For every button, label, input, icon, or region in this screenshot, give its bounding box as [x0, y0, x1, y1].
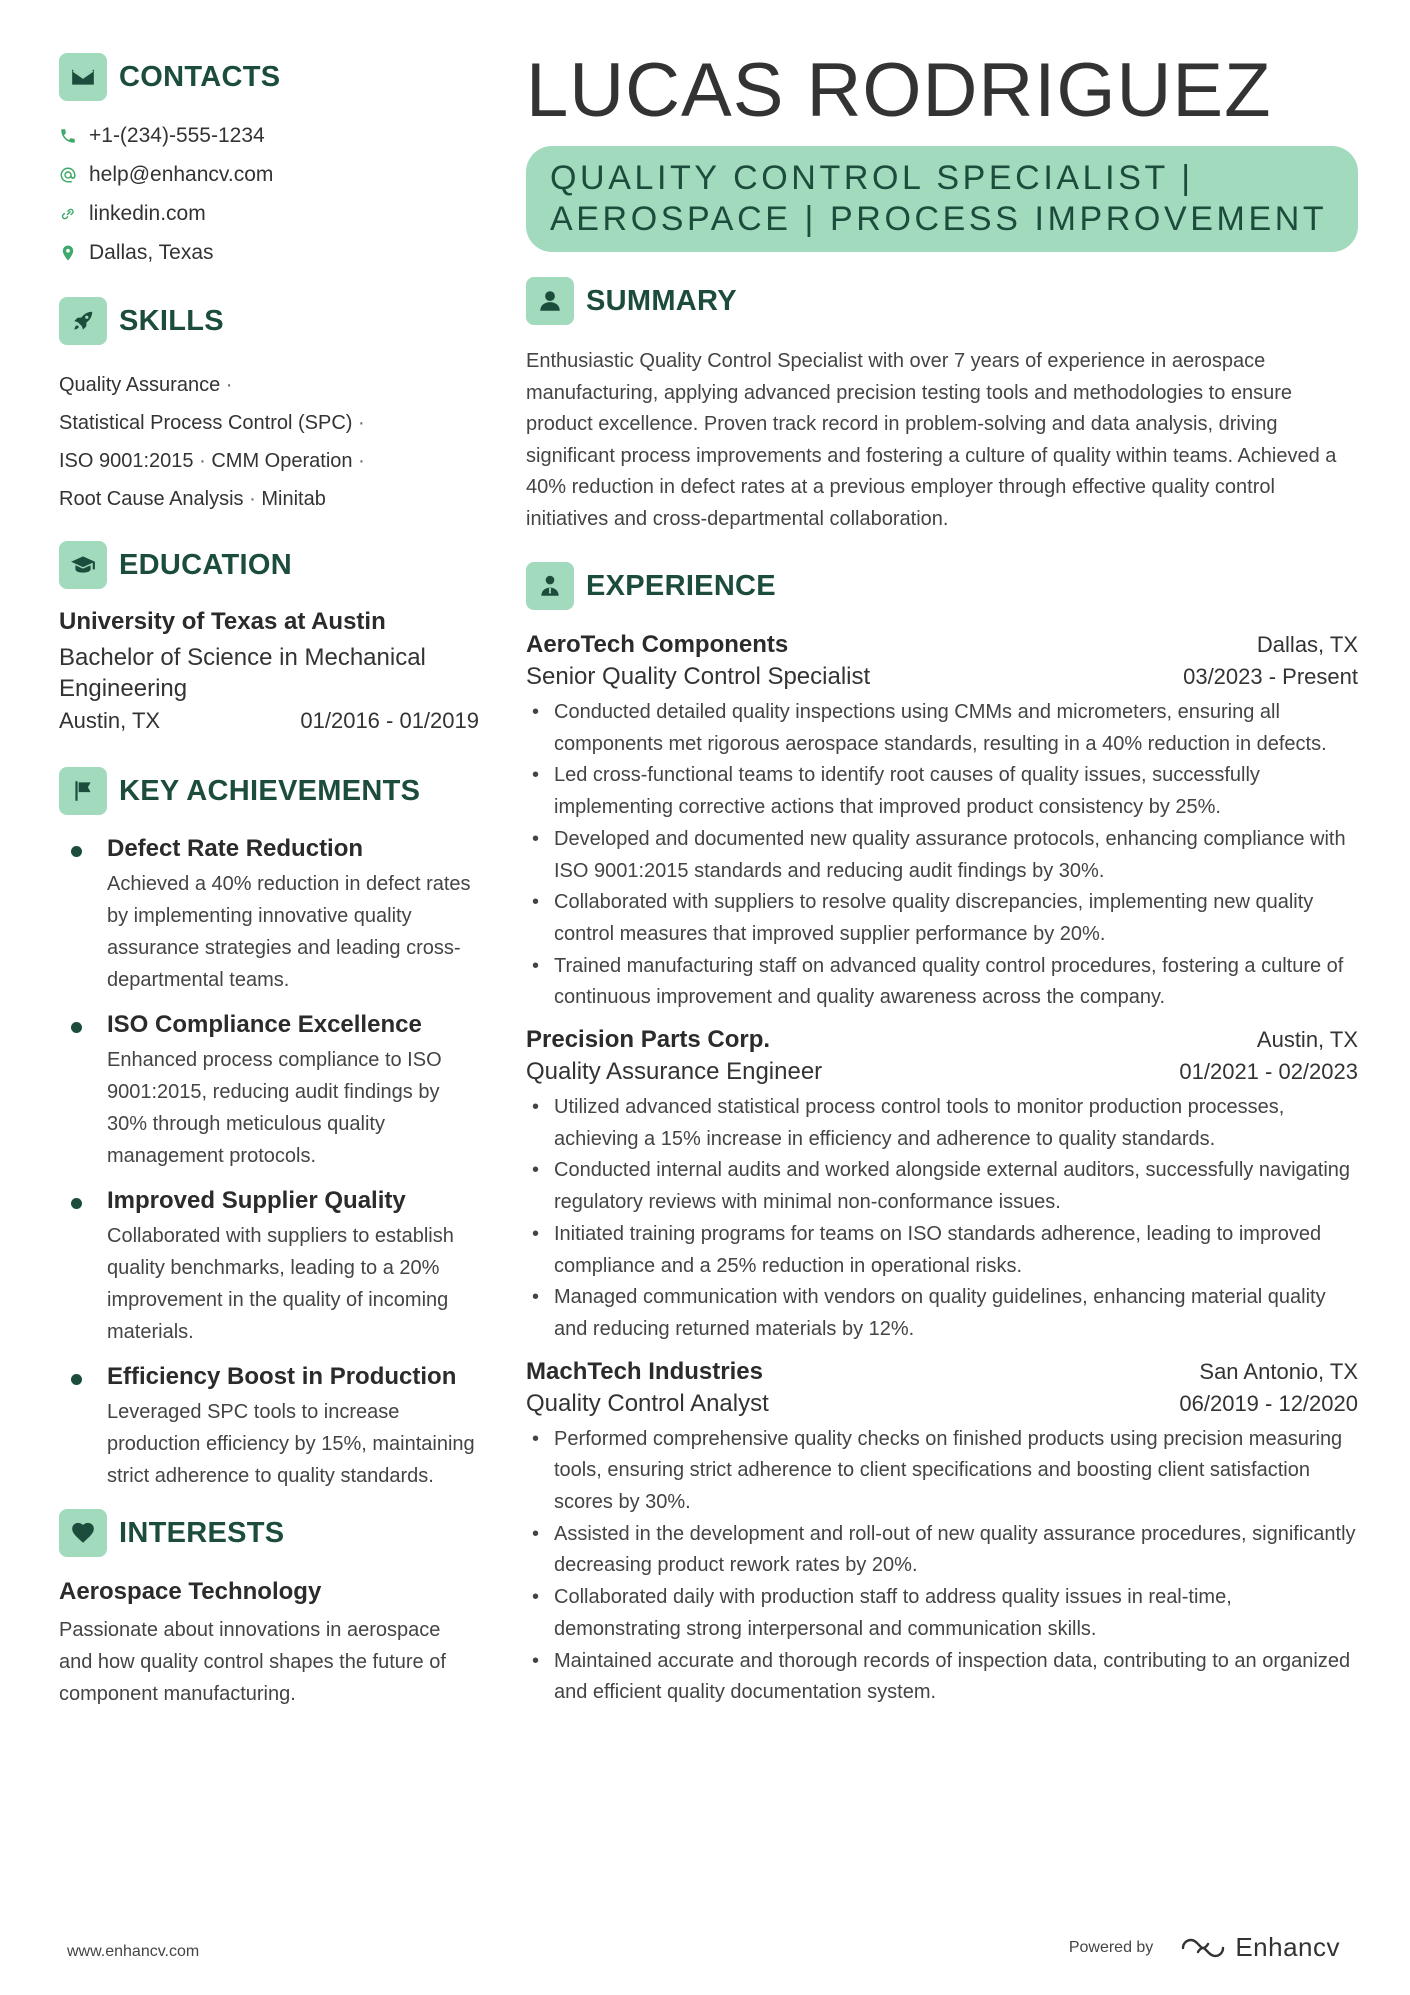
education-title: EDUCATION: [119, 548, 292, 581]
job-bullet: • Utilized advanced statistical process control tools to monitor production processes, achieving a 15% increase in efficiency and adherence to quality standards.: [526, 1092, 1358, 1155]
job-dates: 06/2019 - 12/2020: [1179, 1390, 1358, 1416]
job-bullet: • Performed comprehensive quality checks on finished products using precision measuring tools, ensuring strict adherence to client specifications and boosting client satisfaction scores by 30%.: [526, 1424, 1358, 1519]
skills-title: SKILLS: [119, 304, 224, 337]
job-bullet: • Initiated training programs for teams on ISO standards adherence, leading to improved compliance and a 25% reduction in operational risks.: [526, 1219, 1358, 1282]
job-entry: [526, 631, 1358, 1014]
job-bullet: • Maintained accurate and thorough records of inspection data, contributing to an organized and efficient quality documentation system.: [526, 1646, 1358, 1709]
contact-linkedin[interactable]: [59, 194, 479, 233]
bullet-dot: [71, 1374, 82, 1385]
contact-email[interactable]: [59, 155, 479, 194]
tagline-text: QUALITY CONTROL SPECIALIST | AEROSPACE | PROCESS IMPROVEMENT: [550, 159, 1328, 238]
interests-section-header: [59, 1508, 479, 1558]
job-bullet: • Led cross-functional teams to identify root causes of quality issues, successfully implementing corrective actions that improved product consistency by 25%.: [526, 760, 1358, 823]
achievements-list: [59, 834, 479, 1492]
phone-icon: [59, 127, 81, 145]
achievement-desc: Achieved a 40% reduction in defect rates by implementing innovative quality assurance strategies and leading cross-departmental teams.: [107, 873, 471, 991]
powered-by-text: Powered by: [1068, 1938, 1154, 1956]
skills-section-header: [59, 296, 479, 346]
education-location: Austin, TX: [59, 708, 161, 733]
job-bullet: • Managed communication with vendors on quality guidelines, enhancing material quality and reducing returned materials by 12%.: [526, 1282, 1358, 1345]
heart-icon: [59, 1509, 107, 1557]
linkedin-text: linkedin.com: [89, 201, 206, 225]
job-company: MachTech Industries: [526, 1357, 763, 1385]
summary-title: SUMMARY: [586, 284, 737, 317]
education-section-header: [59, 540, 479, 590]
achievement-desc: Enhanced process compliance to ISO 9001:2015, reducing audit findings by 30% through meticulous quality management protocols.: [107, 1049, 442, 1167]
job-role: Quality Assurance Engineer: [526, 1058, 823, 1086]
flag-icon: [59, 767, 107, 815]
location-pin-icon: [59, 244, 81, 262]
enhancv-logo: [1179, 1932, 1340, 1963]
footer-website[interactable]: www.enhancv.com: [67, 1943, 200, 1960]
link-icon: [59, 205, 81, 223]
achievement-item: [59, 834, 479, 996]
enhancv-logo-icon: [1179, 1935, 1227, 1961]
achievement-desc: Collaborated with suppliers to establish quality benchmarks, leading to a 20% improvement in the quality of incoming materials.: [107, 1225, 454, 1343]
job-bullets: [526, 697, 1358, 1014]
interest-title: Aerospace Technology: [59, 1578, 322, 1605]
achievement-item: [59, 1186, 479, 1348]
briefcase-person-icon: [526, 562, 574, 610]
contact-list: [59, 116, 479, 272]
footer-branding[interactable]: [1069, 1932, 1340, 1963]
job-bullet: • Collaborated with suppliers to resolve quality discrepancies, implementing new quality control measures that improved supplier performance by 20%.: [526, 887, 1358, 950]
job-bullets: [526, 1424, 1358, 1709]
summary-section-header: [526, 276, 1358, 326]
bullet-dot: [71, 1022, 82, 1033]
job-bullets: [526, 1092, 1358, 1346]
interests-title: INTERESTS: [119, 1516, 285, 1549]
job-company: Precision Parts Corp.: [526, 1026, 771, 1054]
education-meta: [59, 708, 479, 734]
contacts-section-header: [59, 52, 479, 102]
job-bullet: • Developed and documented new quality assurance protocols, enhancing compliance with ISO 9001:2015 standards and reducing audit findings by 30%.: [526, 824, 1358, 887]
experience-title: EXPERIENCE: [586, 569, 776, 602]
bullet-dot: [71, 1198, 82, 1209]
job-entry: [526, 1358, 1358, 1709]
tagline-box: [526, 146, 1358, 252]
job-bullet: • Assisted in the development and roll-out of new quality assurance procedures, significantly decreasing product rework rates by 20%.: [526, 1519, 1358, 1582]
rocket-icon: [59, 297, 107, 345]
job-bullet: • Collaborated daily with production staff to address quality issues in real-time, demonstrating strong interpersonal and communication skills.: [526, 1582, 1358, 1645]
job-bullet: • Conducted detailed quality inspections using CMMs and micrometers, ensuring all components met rigorous aerospace standards, resulting in a 40% reduction in defects.: [526, 697, 1358, 760]
education-degree: Bachelor of Science in Mechanical Engineering: [59, 644, 426, 702]
achievement-item: [59, 1362, 479, 1492]
skill-item: ISO 9001:2015: [59, 450, 194, 472]
skill-item: Statistical Process Control (SPC): [59, 412, 353, 434]
achievements-section-header: [59, 766, 479, 816]
skill-item: CMM Operation: [211, 450, 353, 472]
skill-item: Minitab: [261, 488, 326, 510]
summary-text: Enthusiastic Quality Control Specialist with over 7 years of experience in aerospace manufacturing, applying advanced precision testing tools and methodologies to ensure product excellence. Proven track record in problem-solving and data analysis, driving significant process improvements and fostering a culture of quality within teams. Achieved a 40% reduction in defect rates at a previous employer through effective quality control initiatives and cross-departmental collaboration.: [526, 350, 1337, 530]
job-entry: [526, 1026, 1358, 1346]
skill-item: Root Cause Analysis: [59, 488, 244, 510]
job-company: AeroTech Components: [526, 631, 789, 658]
job-bullet: • Conducted internal audits and worked alongside external auditors, successfully navigating regulatory reviews with minimal non-conformance issues.: [526, 1155, 1358, 1218]
envelope-icon: [59, 53, 107, 101]
education-school: University of Texas at Austin: [59, 608, 386, 635]
achievement-title: ISO Compliance Excellence: [107, 1011, 422, 1038]
job-dates: 03/2023 - Present: [1183, 664, 1358, 689]
person-icon: [526, 277, 574, 325]
interest-desc: Passionate about innovations in aerospace and how quality control shapes the future of component manufacturing.: [59, 1619, 446, 1705]
achievement-title: Improved Supplier Quality: [107, 1187, 406, 1214]
achievements-title: KEY ACHIEVEMENTS: [119, 774, 421, 807]
brand-name: Enhancv: [1235, 1932, 1340, 1962]
achievement-item: [59, 1010, 479, 1172]
education-dates: 01/2016 - 01/2019: [300, 708, 479, 733]
at-sign-icon: [59, 166, 81, 184]
skills-list: Quality Assurance · Statistical Process Control (SPC) · ISO 9001:2015 · CMM Operation · Root Cause Analysis · Minitab: [59, 374, 365, 510]
contact-location: [59, 233, 479, 272]
location-text: Dallas, Texas: [89, 240, 214, 264]
right-column: [526, 48, 1358, 1709]
job-location: San Antonio, TX: [1199, 1358, 1358, 1384]
bullet-dot: [71, 846, 82, 857]
job-dates: 01/2021 - 02/2023: [1179, 1059, 1358, 1085]
email-text: help@enhancv.com: [89, 162, 274, 186]
skill-item: Quality Assurance: [59, 374, 221, 396]
left-column: [59, 52, 479, 1710]
graduation-cap-icon: [59, 541, 107, 589]
phone-text: +1-(234)-555-1234: [89, 123, 265, 147]
education-entry: [59, 608, 479, 734]
job-bullet: • Trained manufacturing staff on advanced quality control procedures, fostering a culture of continuous improvement and quality awareness across the company.: [526, 951, 1358, 1014]
job-role: Senior Quality Control Specialist: [526, 663, 871, 690]
candidate-name: LUCAS RODRIGUEZ: [526, 48, 1272, 133]
achievement-desc: Leveraged SPC tools to increase production efficiency by 15%, maintaining strict adherence to quality standards.: [107, 1401, 475, 1487]
job-location: Dallas, TX: [1256, 632, 1358, 657]
experience-section-header: [526, 561, 1358, 611]
contacts-title: CONTACTS: [119, 60, 281, 93]
achievement-title: Defect Rate Reduction: [107, 835, 364, 862]
contact-phone[interactable]: [59, 116, 479, 155]
job-role: Quality Control Analyst: [526, 1389, 769, 1417]
job-location: Austin, TX: [1256, 1027, 1358, 1053]
achievement-title: Efficiency Boost in Production: [107, 1363, 457, 1390]
